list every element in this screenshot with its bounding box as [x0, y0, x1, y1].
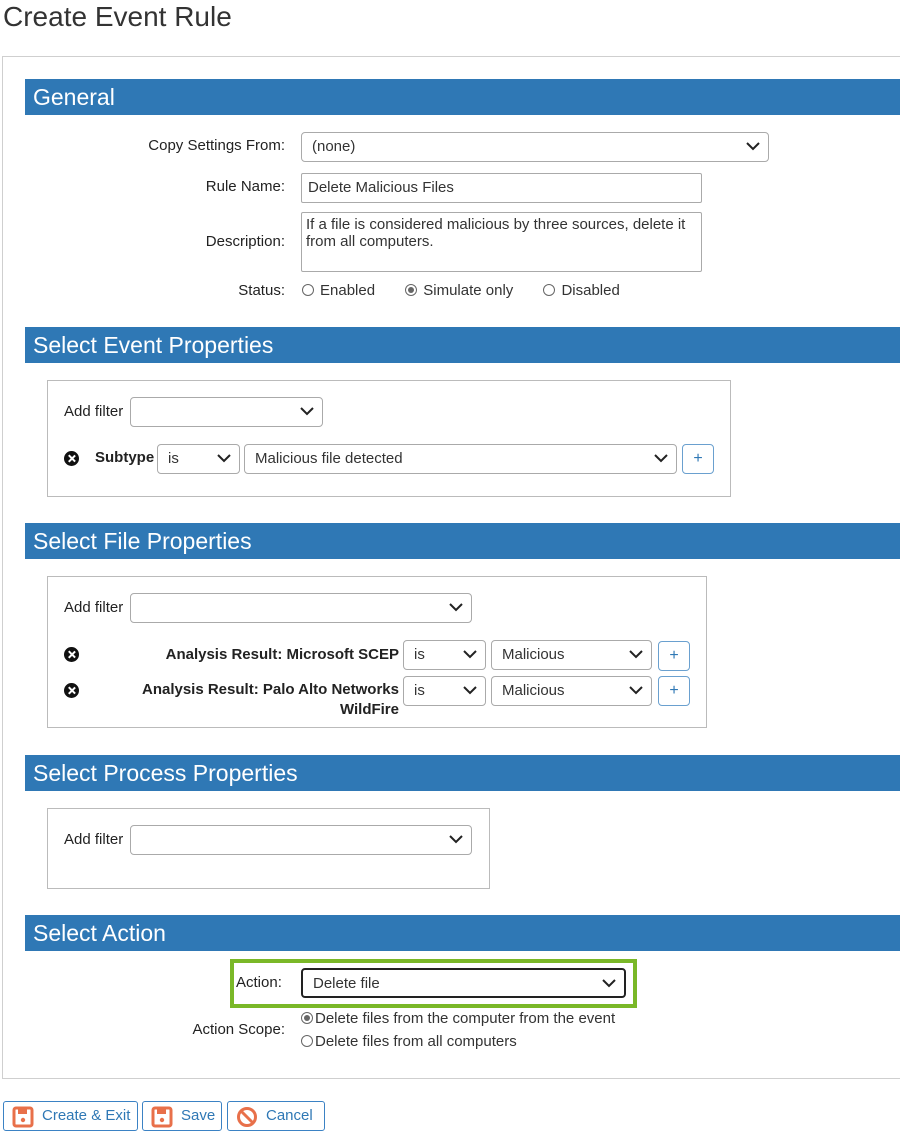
- chevron-down-icon: [449, 602, 463, 612]
- chevron-down-icon: [629, 649, 643, 659]
- create-exit-label: Create & Exit: [42, 1107, 131, 1124]
- filter-value: Malicious: [502, 646, 565, 663]
- chevron-down-icon: [217, 453, 231, 463]
- copy-settings-value: (none): [312, 138, 356, 155]
- section-header-general: General: [25, 79, 900, 115]
- section-header-select-action: Select Action: [25, 915, 900, 951]
- file-filter-operator-select[interactable]: [403, 640, 486, 670]
- add-value-button[interactable]: +: [658, 641, 690, 671]
- event-add-filter-label: Add filter: [64, 403, 124, 420]
- status-radio-group: [302, 281, 620, 301]
- remove-filter-icon[interactable]: [64, 451, 79, 466]
- save-button[interactable]: [142, 1101, 222, 1131]
- section-header-process-properties: Select Process Properties: [25, 755, 900, 791]
- cancel-button[interactable]: [227, 1101, 325, 1131]
- status-label: Status:: [238, 282, 285, 299]
- action-value: Delete file: [313, 975, 380, 992]
- radio-scope-event-computer[interactable]: [301, 1012, 313, 1024]
- radio-enabled[interactable]: [302, 284, 314, 296]
- action-scope-radio-group: [301, 1009, 615, 1052]
- section-header-file-properties: Select File Properties: [25, 523, 900, 559]
- event-filter-operator-select[interactable]: [157, 444, 240, 474]
- status-disabled-label: Disabled: [561, 282, 620, 299]
- event-add-filter-select[interactable]: [130, 397, 323, 427]
- process-add-filter-label: Add filter: [64, 831, 124, 848]
- chevron-down-icon: [629, 685, 643, 695]
- scope-all-computers-label: Delete files from all computers: [315, 1033, 517, 1050]
- chevron-down-icon: [654, 453, 668, 463]
- file-filter-operator-select[interactable]: [403, 676, 486, 706]
- action-select[interactable]: [301, 968, 626, 998]
- file-filter-value-select[interactable]: [491, 640, 652, 670]
- create-exit-button[interactable]: [3, 1101, 138, 1131]
- file-filter-value-select[interactable]: [491, 676, 652, 706]
- chevron-down-icon: [463, 649, 477, 659]
- scope-event-computer-label: Delete files from the computer from the event: [315, 1010, 616, 1027]
- copy-settings-select[interactable]: [301, 132, 769, 162]
- rule-name-input[interactable]: Delete Malicious Files: [301, 173, 702, 203]
- chevron-down-icon: [300, 406, 314, 416]
- description-textarea[interactable]: If a file is considered malicious by three sources, delete it from all computers.: [301, 212, 702, 272]
- file-filter-label: Analysis Result: Palo Alto Networks WildFire: [141, 681, 399, 718]
- save-label: Save: [181, 1107, 216, 1124]
- filter-value: Malicious: [502, 682, 565, 699]
- chevron-down-icon: [463, 685, 477, 695]
- status-disabled-option[interactable]: [543, 282, 619, 299]
- filter-value: Malicious file detected: [255, 450, 403, 467]
- floppy-disk-icon: [12, 1106, 34, 1128]
- operator-value: is: [414, 682, 425, 699]
- file-filter-label: Analysis Result: Microsoft SCEP: [165, 646, 399, 663]
- chevron-down-icon: [449, 834, 463, 844]
- operator-value: is: [414, 646, 425, 663]
- status-enabled-label: Enabled: [320, 282, 376, 299]
- section-header-event-properties: Select Event Properties: [25, 327, 900, 363]
- floppy-disk-icon: [151, 1106, 173, 1128]
- add-value-button[interactable]: +: [658, 676, 690, 706]
- radio-disabled[interactable]: [543, 284, 555, 296]
- event-filter-label: Subtype: [95, 449, 155, 466]
- file-add-filter-label: Add filter: [64, 599, 124, 616]
- cancel-circle-icon: [236, 1106, 258, 1128]
- operator-value: is: [168, 450, 179, 467]
- chevron-down-icon: [602, 978, 616, 988]
- action-scope-label: Action Scope:: [192, 1021, 285, 1038]
- page-title: Create Event Rule: [3, 1, 232, 32]
- remove-filter-icon[interactable]: [64, 683, 79, 698]
- status-simulate-label: Simulate only: [423, 282, 514, 299]
- cancel-label: Cancel: [266, 1107, 313, 1124]
- radio-simulate-only[interactable]: [405, 284, 417, 296]
- process-add-filter-select[interactable]: [130, 825, 472, 855]
- action-label: Action:: [236, 974, 282, 991]
- radio-scope-all-computers[interactable]: [301, 1035, 313, 1047]
- chevron-down-icon: [746, 141, 760, 151]
- copy-settings-label: Copy Settings From:: [148, 137, 285, 154]
- add-value-button[interactable]: +: [682, 444, 714, 474]
- status-simulate-option[interactable]: [405, 282, 513, 299]
- remove-filter-icon[interactable]: [64, 647, 79, 662]
- description-label: Description:: [205, 233, 285, 250]
- status-enabled-option[interactable]: [302, 282, 375, 299]
- scope-option-all-computers[interactable]: [301, 1032, 615, 1052]
- rule-name-label: Rule Name:: [205, 178, 285, 195]
- scope-option-event-computer[interactable]: [301, 1009, 615, 1029]
- event-filter-value-select[interactable]: [244, 444, 677, 474]
- file-add-filter-select[interactable]: [130, 593, 472, 623]
